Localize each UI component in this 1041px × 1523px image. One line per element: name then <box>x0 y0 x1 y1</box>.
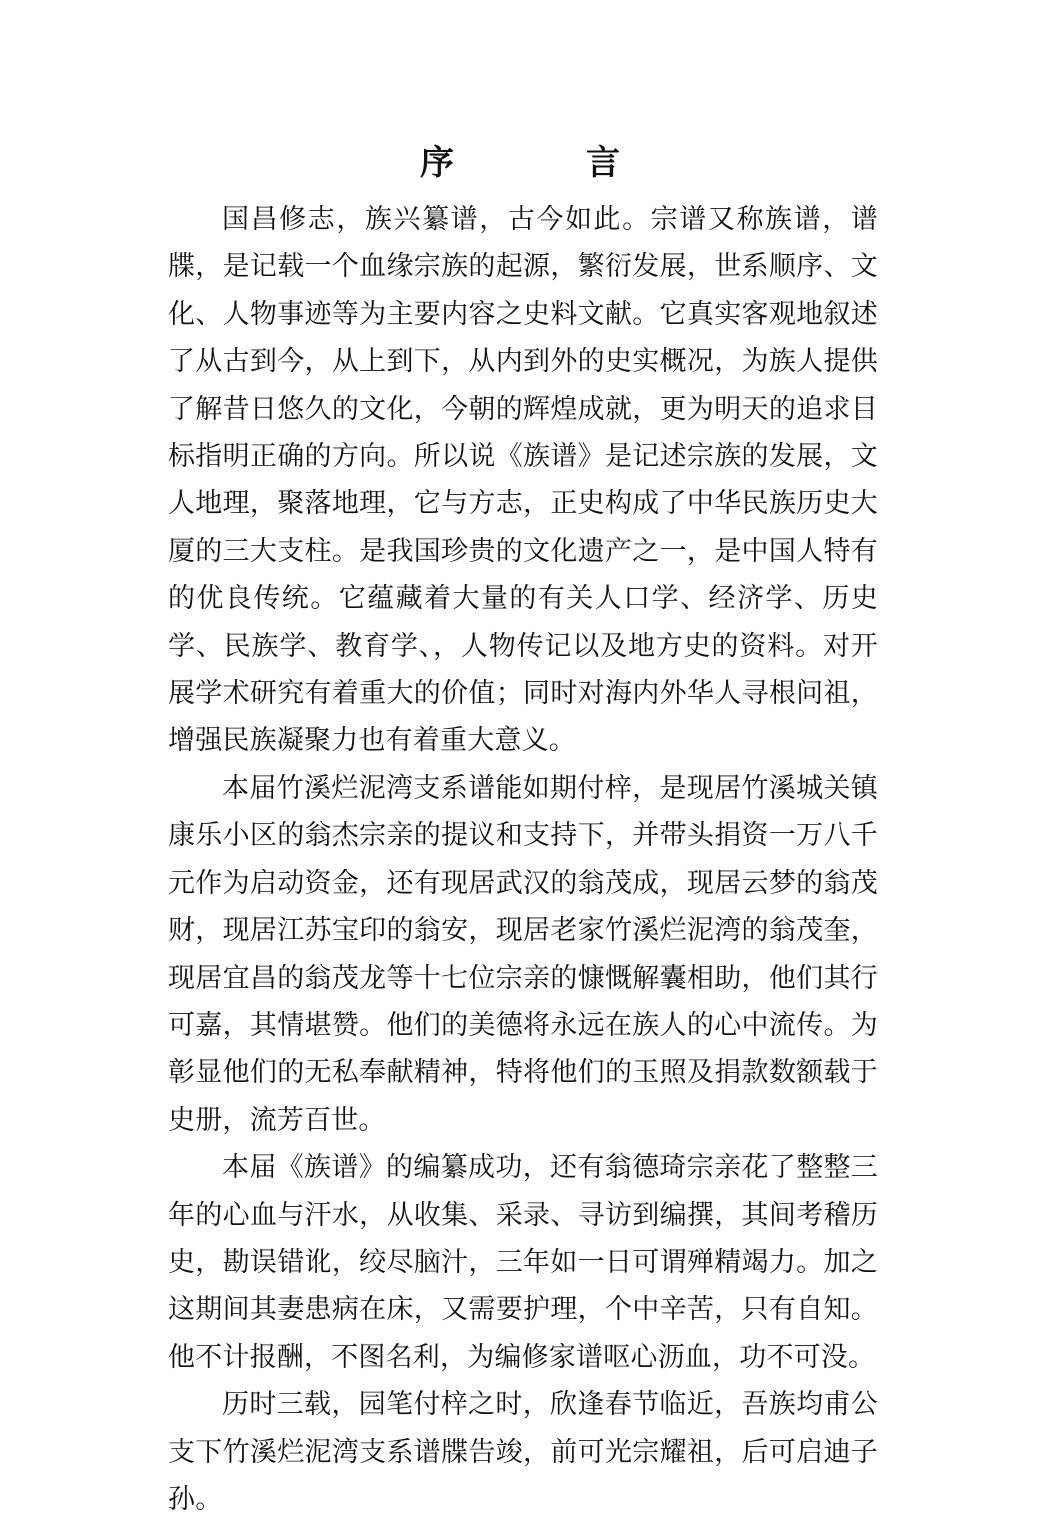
paragraph-1: 国昌修志，族兴纂谱，古今如此。宗谱又称族谱，谱牒，是记载一个血缘宗族的起源，繁衍发展，世系顺序、文化、人物事迹等为主要内容之史料文献。它真实客观地叙述了从古到今，从上到下，从内到外的史实概况，为族人提供了解昔日悠久的文化，今朝的辉煌成就，更为明天的追求目标指明正确的方向。所以说《族谱》是记述宗族的发展，文人地理，聚落地理，它与方志，正史构成了中华民族历史大厦的三大支柱。是我国珍贵的文化遗产之一，是中国人特有的优良传统。它蕴藏着大量的有关人口学、经济学、历史学、民族学、教育学、，人物传记以及地方史的资料。对开展学术研究有着重大的价值；同时对海内外华人寻根问祖，增强民族凝聚力也有着重大意义。 <box>168 204 878 757</box>
paragraph-2: 本届竹溪烂泥湾支系谱能如期付梓，是现居竹溪城关镇康乐小区的翁杰宗亲的提议和支持下，并带头捐资一万八千元作为启动资金，还有现居武汉的翁茂成，现居云梦的翁茂财，现居江苏宝印的翁安，现居老家竹溪烂泥湾的翁茂奎，现居宜昌的翁茂龙等十七位宗亲的慷慨解囊相助，他们其行可嘉，其情堪赞。他们的美德将永远在族人的心中流传。为彰显他们的无私奉献精神，特将他们的玉照及捐款数额载于史册，流芳百世。 <box>168 772 878 1136</box>
preface-body <box>168 196 878 1523</box>
page-title <box>0 138 1041 188</box>
title-char-2: 言 <box>586 143 620 183</box>
paragraph-4: 历时三载，园笔付梓之时，欣逢春节临近，吾族均甫公支下竹溪烂泥湾支系谱牒告竣，前可光宗耀祖，后可启迪子孙。 <box>168 1389 878 1515</box>
title-char-1: 序 <box>420 143 454 183</box>
paragraph-3: 本届《族谱》的编纂成功，还有翁德琦宗亲花了整整三年的心血与汗水，从收集、采录、寻访到编撰，其间考稽历史，勘误错讹，绞尽脑汁，三年如一日可谓殚精竭力。加之这期间其妻患病在床，又需要护理，个中辛苦，只有自知。他不计报酬，不图名利，为编修家谱呕心沥血，功不可没。 <box>168 1152 878 1373</box>
